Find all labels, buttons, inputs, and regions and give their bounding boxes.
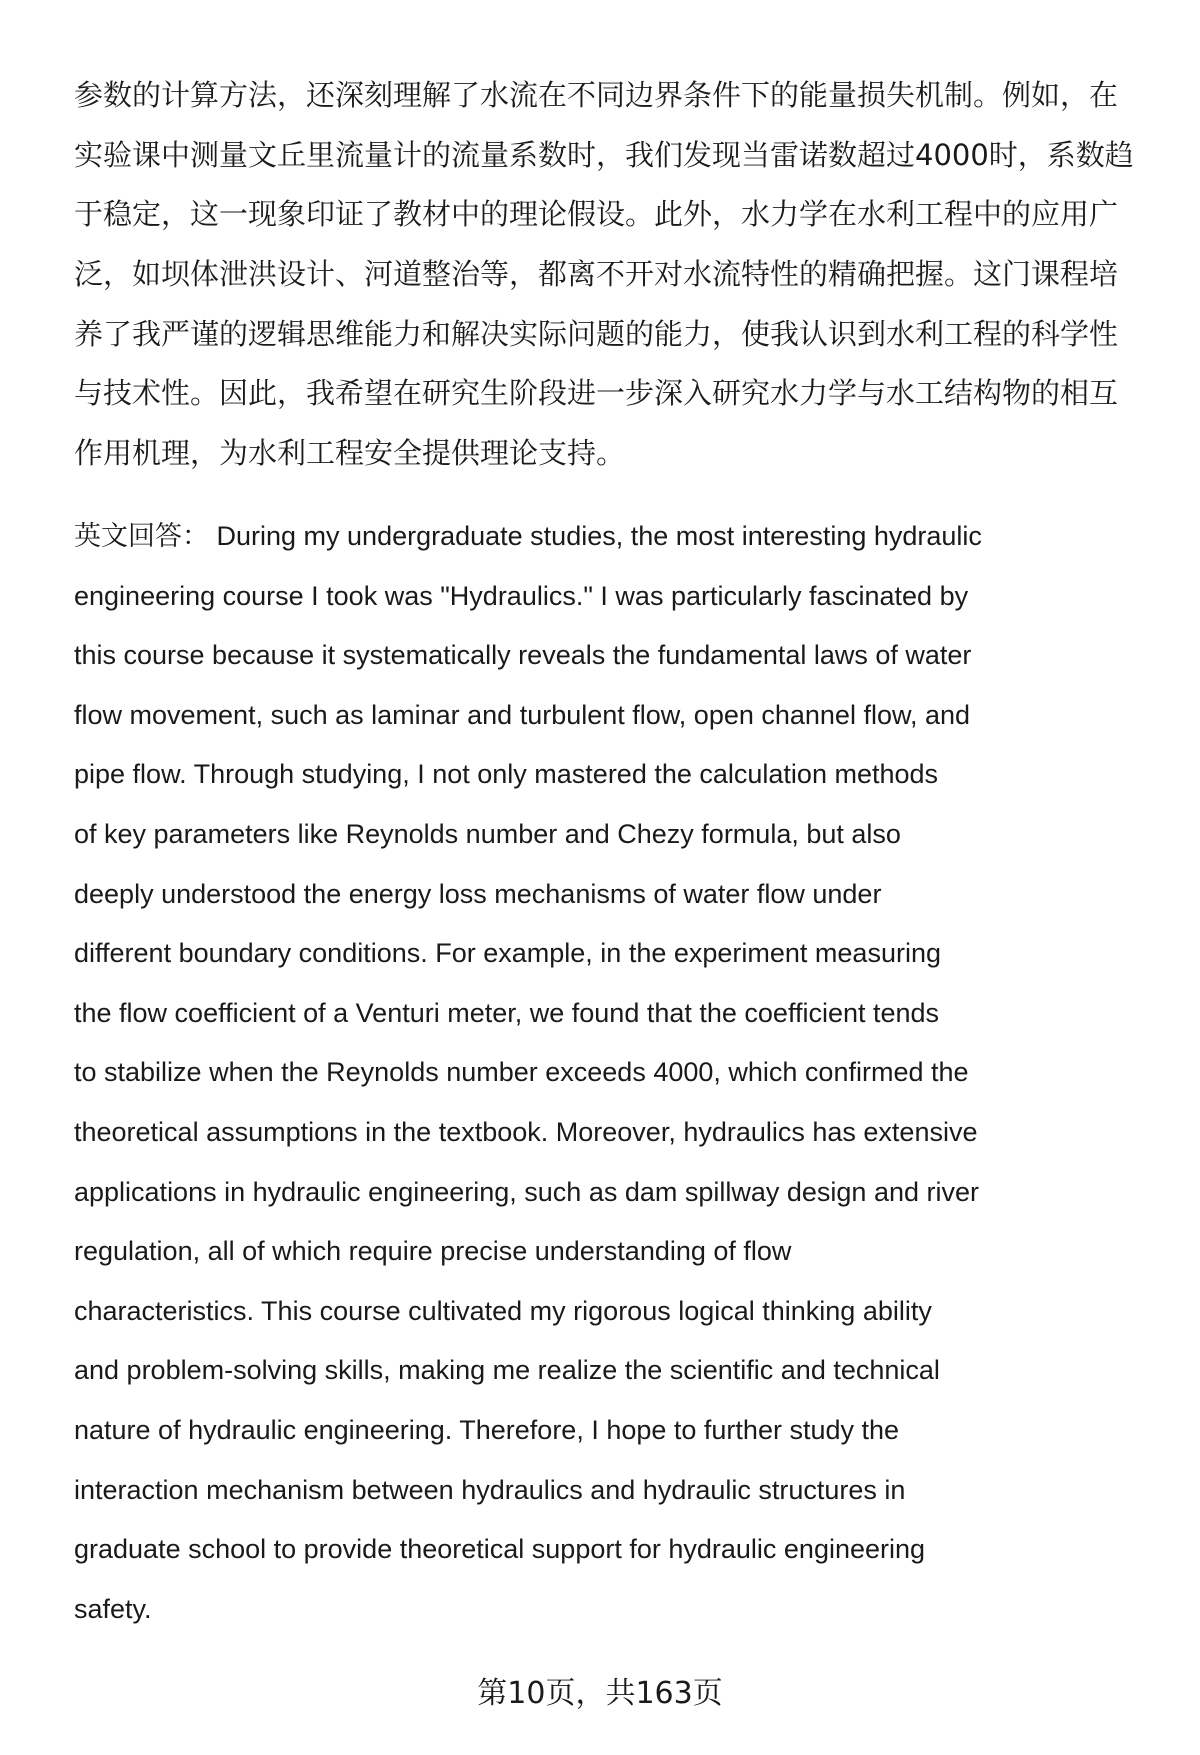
chinese-paragraph [74,66,1164,484]
english-answer-paragraph [74,507,1164,1639]
text-line: 作用机理，为水利工程安全提供理论支持。 [74,436,626,471]
text-line: 于稳定，这一现象印证了教材中的理论假设。此外，水力学在水利工程中的应用广 [74,197,1119,232]
text-line: characteristics. This course cultivated my rigorous logical thinking ability [74,1295,932,1326]
text-line: 泛，如坝体泄洪设计、河道整治等，都离不开对水流特性的精确把握。这门课程培 [74,257,1119,292]
text-line: the flow coefficient of a Venturi meter, we found that the coefficient tends [74,997,940,1028]
text-line: theoretical assumptions in the textbook. Moreover, hydraulics has extensive [74,1116,978,1147]
text-line: interaction mechanism between hydraulics and hydraulic structures in [74,1474,906,1505]
text-line: pipe flow. Through studying, I not only mastered the calculation methods [74,759,939,790]
text-line: of key parameters like Reynolds number and Chezy formula, but also [74,818,901,849]
text-line: graduate school to provide theoretical support for hydraulic engineering [74,1534,926,1565]
text-line: nature of hydraulic engineering. Therefore, I hope to further study the [74,1414,900,1445]
text-line: applications in hydraulic engineering, such as dam spillway design and river [74,1176,980,1207]
text-line: to stabilize when the Reynolds number exceeds 4000, which confirmed the [74,1057,969,1088]
text-line: 参数的计算方法，还深刻理解了水流在不同边界条件下的能量损失机制。例如，在 [74,78,1119,112]
text-line: different boundary conditions. For example, in the experiment measuring [74,938,941,969]
text-line: flow movement, such as laminar and turbulent flow, open channel flow, and [74,699,971,730]
text-line: engineering course I took was "Hydraulics." I was particularly fascinated by [74,580,969,611]
text-line: deeply understood the energy loss mechanisms of water flow under [74,878,882,909]
text-line: regulation, all of which require precise understanding of flow [74,1236,792,1267]
text-line: and problem-solving skills, making me realize the scientific and technical [74,1355,940,1386]
text-line: 实验课中测量文丘里流量计的流量系数时，我们发现当雷诺数超过4000时，系数趋 [74,137,1134,172]
text-line: safety. [74,1593,152,1624]
text-line: 养了我严谨的逻辑思维能力和解决实际问题的能力，使我认识到水利工程的科学性 [74,316,1119,351]
text-line: 与技术性。因此，我希望在研究生阶段进一步深入研究水力学与水工结构物的相互 [74,376,1119,411]
text-line: this course because it systematically reveals the fundamental laws of water [74,640,972,671]
text-line: 英文回答： During my undergraduate studies, the most interesting hydraulic [74,521,982,551]
page-indicator: 第10页，共163页 [477,1676,723,1711]
